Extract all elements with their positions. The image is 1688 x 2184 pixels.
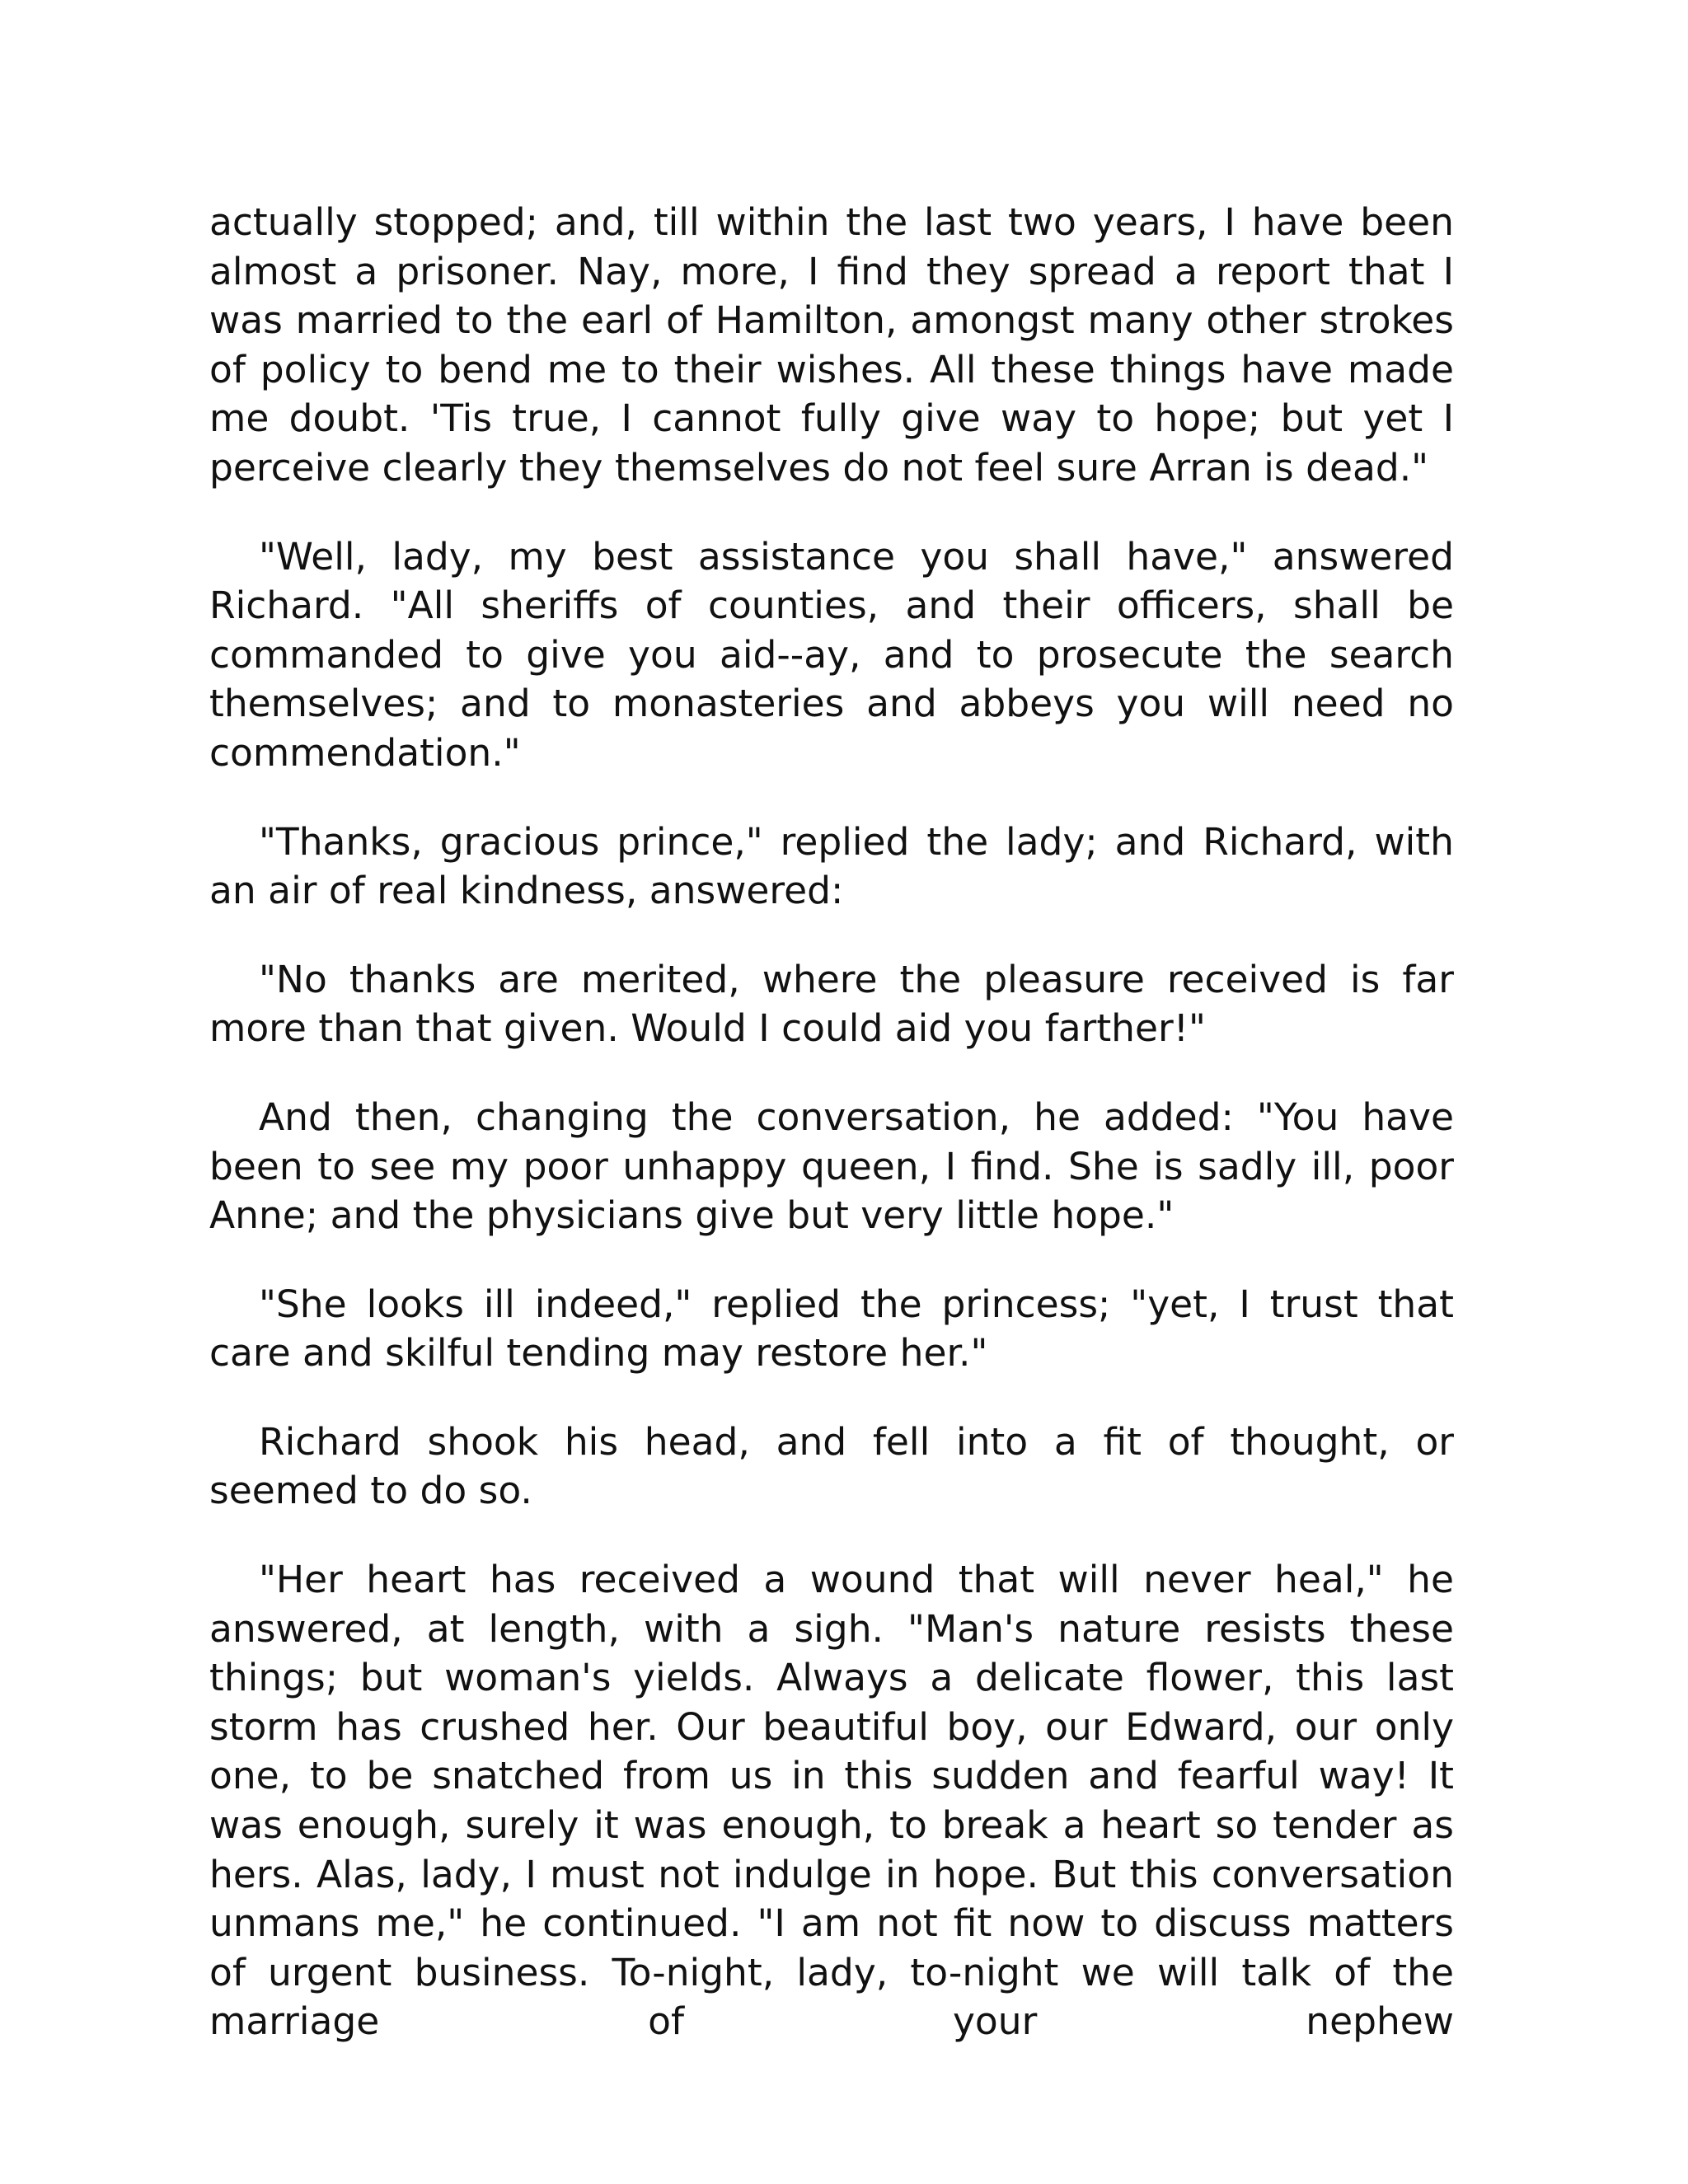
paragraph-1: actually stopped; and, till within the last two years, I have been almost a prisoner. Nay, more, I find they spread a report that I was married to the earl of Hamilton, amongst many other strokes of policy to bend me to their wishes. All these things have made me doubt. 'Tis true, I cannot fully give way to hope; but yet I perceive clearly they themselves do not feel sure Arran is dead." [209,200,1454,490]
paragraph-6: "She looks ill indeed," replied the princess; "yet, I trust that care and skilful tending may restore her." [209,1282,1454,1376]
paragraph-5: And then, changing the conversation, he added: "You have been to see my poor unhappy queen, I find. She is sadly ill, poor Anne; and the physicians give but very little hope." [209,1094,1454,1238]
paragraph-2: "Well, lady, my best assistance you shall have," answered Richard. "All sheriffs of counties, and their officers, shall be commanded to give you aid--ay, and to prosecute the search themselves; and to monasteries and abbeys you will need no commendation." [209,534,1454,775]
paragraph-4: "No thanks are merited, where the pleasure received is far more than that given. Would I could aid you farther!" [209,957,1454,1051]
paragraph-8: "Her heart has received a wound that will never heal," he answered, at length, with a sigh. "Man's nature resists these things; but woman's yields. Always a delicate flower, this last storm has crushed her. Our beautiful boy, our Edward, our only one, to be snatched from us in this sudden and fearful way! It was enough, surely it was enough, to break a heart so tender as hers. Alas, lady, I must not indulge in hope. But this conversation unmans me," he continued. "I am not fit now to discuss matters of urgent business. To-night, lady, to-night we will talk of the marriage of your nephew [209,1558,1454,2044]
document-page [209,198,1454,2046]
paragraph-7: Richard shook his head, and fell into a fit of thought, or seemed to do so. [209,1419,1454,1513]
paragraph-3: "Thanks, gracious prince," replied the lady; and Richard, with an air of real kindness, answered: [209,819,1454,913]
